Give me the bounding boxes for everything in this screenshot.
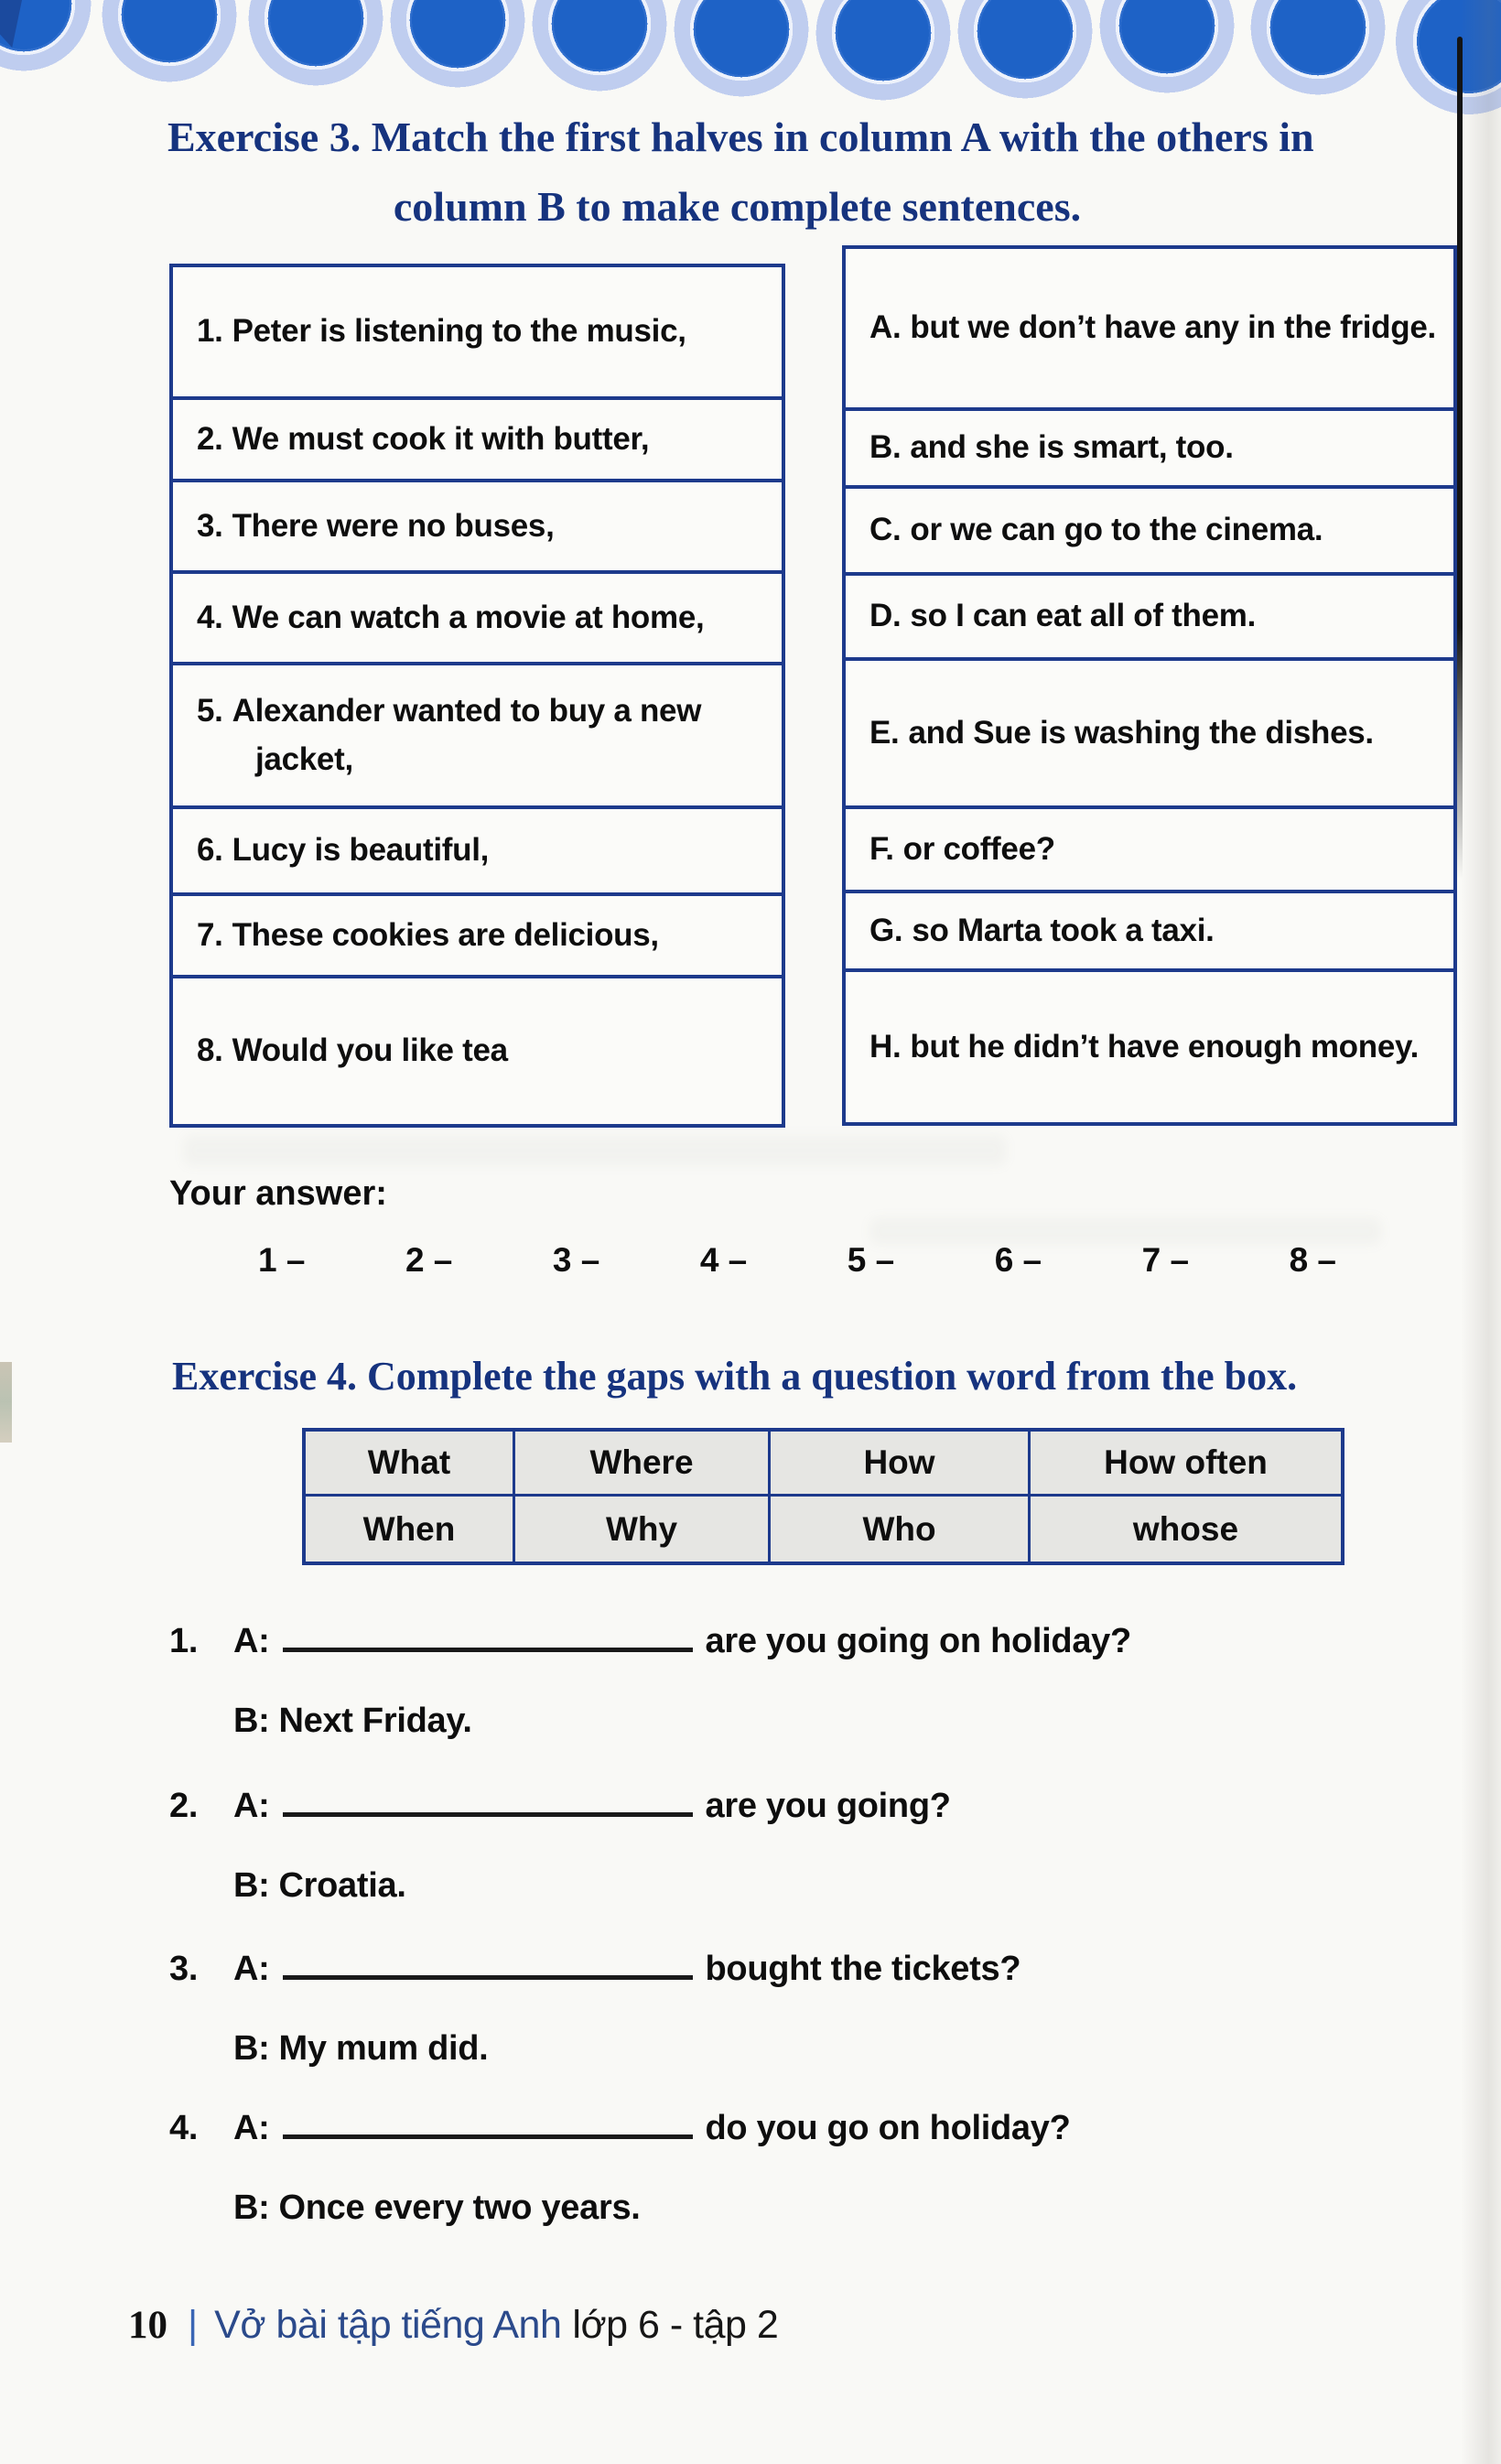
- item-number: 2.: [197, 420, 223, 457]
- answer-text: Croatia.: [278, 1866, 406, 1905]
- item-text: but he didn’t have enough money.: [910, 1028, 1420, 1064]
- book-part: lớp 6 - tập 2: [572, 2303, 779, 2347]
- question-word-box: [302, 1428, 1344, 1565]
- item-text: so I can eat all of them.: [910, 598, 1257, 634]
- exercise3-title-line2: column B to make complete sentences.: [393, 183, 1082, 230]
- column-b-item: [846, 489, 1453, 576]
- column-a-item: [173, 267, 782, 400]
- question-item: [169, 1622, 1359, 1741]
- column-a-item: [173, 400, 782, 482]
- speaker-a-label: A:: [233, 1622, 270, 1660]
- question-item: [169, 1950, 1359, 2069]
- item-text: so Marta took a taxi.: [912, 912, 1215, 948]
- column-a-item: [173, 978, 782, 1124]
- exercise3-title-line1: Exercise 3. Match the first halves in column A with the others in: [167, 113, 1314, 160]
- speaker-b-label: B:: [233, 2029, 270, 2068]
- word-box-cell: Who: [771, 1497, 1031, 1562]
- item-number: 5.: [197, 693, 223, 729]
- question-item: [169, 1787, 1359, 1906]
- column-b-item: [846, 576, 1453, 661]
- item-text: but we don’t have any in the fridge.: [910, 309, 1436, 346]
- page-number: 10: [128, 2304, 167, 2347]
- word-box-cell: How often: [1031, 1432, 1341, 1497]
- answer-blank: [283, 1809, 693, 1817]
- answer-slot: 8 –: [1289, 1241, 1336, 1279]
- ring-icon: [244, 0, 387, 90]
- bleed-through-artifact: [183, 1135, 1007, 1166]
- question-number: 1.: [169, 1622, 199, 1660]
- word-box-cell: whose: [1132, 1509, 1239, 1548]
- answer-slot: 4 –: [699, 1241, 748, 1279]
- exercise4-title: Exercise 4. Complete the gaps with a question word from the box.: [172, 1354, 1298, 1399]
- item-text: We can watch a movie at home,: [232, 599, 705, 635]
- question-number: 2.: [169, 1787, 199, 1825]
- page-footer: [128, 2303, 778, 2348]
- item-text: We must cook it with butter,: [232, 420, 650, 457]
- item-text: Lucy is beautiful,: [232, 832, 490, 869]
- answer-slot: 7 –: [1141, 1241, 1190, 1279]
- item-letter: A.: [869, 309, 902, 346]
- ring-icon: [954, 0, 1096, 103]
- exercise3-title: [167, 103, 1444, 242]
- question-item: [169, 2109, 1359, 2228]
- item-number: 7.: [197, 916, 223, 953]
- book-title: Vở bài tập tiếng Anh: [214, 2303, 562, 2347]
- item-text: and Sue is washing the dishes.: [908, 714, 1374, 751]
- word-box-cell: Why: [515, 1497, 771, 1562]
- column-a-item: [173, 482, 782, 574]
- item-text: and she is smart, too.: [910, 429, 1234, 466]
- item-number: 8.: [197, 1032, 223, 1069]
- answer-slot: 1 –: [258, 1241, 306, 1279]
- answer-blank: [283, 1644, 693, 1652]
- ring-icon: [670, 0, 813, 101]
- item-letter: B.: [869, 429, 902, 466]
- answer-slots: [258, 1241, 1336, 1280]
- question-text: are you going?: [705, 1787, 951, 1825]
- ring-icon: [386, 0, 529, 92]
- item-number: 4.: [197, 599, 223, 635]
- column-b-box: [842, 245, 1457, 1126]
- column-b-item: [846, 972, 1453, 1122]
- answer-slot: 3 –: [552, 1241, 600, 1279]
- question-text: are you going on holiday?: [705, 1622, 1131, 1660]
- item-letter: H.: [869, 1028, 902, 1064]
- answer-blank: [283, 1972, 693, 1980]
- answer-slot: 5 –: [847, 1241, 895, 1279]
- item-letter: E.: [869, 714, 900, 751]
- item-letter: F.: [869, 830, 894, 867]
- item-letter: C.: [869, 512, 902, 548]
- answer-blank: [283, 2131, 693, 2139]
- ring-icon: [812, 0, 955, 104]
- answer-text: My mum did.: [278, 2029, 489, 2068]
- question-number: 3.: [169, 1950, 199, 1988]
- question-number: 4.: [169, 2109, 199, 2147]
- item-text: or coffee?: [902, 830, 1055, 867]
- item-text: or we can go to the cinema.: [910, 512, 1323, 548]
- question-text: bought the tickets?: [705, 1950, 1021, 1988]
- question-text: do you go on holiday?: [705, 2109, 1071, 2147]
- column-b-item: [846, 249, 1453, 411]
- speaker-b-label: B:: [233, 1702, 270, 1740]
- answer-slot: 6 –: [994, 1241, 1042, 1279]
- column-a-item: [173, 809, 782, 896]
- item-text: There were no buses,: [232, 507, 555, 544]
- speaker-b-label: B:: [233, 2188, 270, 2227]
- ring-icon: [528, 0, 671, 95]
- answer-text: Once every two years.: [278, 2188, 641, 2227]
- ring-icon: [1247, 0, 1389, 99]
- item-number: 1.: [197, 313, 223, 350]
- item-number: 3.: [197, 507, 223, 544]
- item-text: Peter is listening to the music,: [232, 313, 686, 350]
- word-box-cell: When: [306, 1497, 515, 1562]
- item-text: Would you like tea: [232, 1032, 508, 1069]
- answer-text: Next Friday.: [278, 1702, 472, 1740]
- column-a-item: [173, 665, 782, 809]
- column-a-item: [173, 574, 782, 665]
- footer-separator: |: [188, 2303, 199, 2347]
- answer-slot: 2 –: [405, 1241, 453, 1279]
- item-number: 6.: [197, 832, 223, 869]
- your-answer-label: Your answer:: [169, 1174, 387, 1213]
- column-a-item: [173, 896, 782, 978]
- item-letter: G.: [869, 912, 903, 948]
- item-text: Alexander wanted to buy a new jacket,: [232, 693, 702, 777]
- word-box-cell: Where: [515, 1432, 771, 1497]
- ring-icon: [98, 0, 241, 86]
- speaker-b-label: B:: [233, 1866, 270, 1905]
- speaker-a-label: A:: [233, 1787, 270, 1825]
- word-box-cell: What: [306, 1432, 515, 1497]
- column-b-item: [846, 809, 1453, 893]
- speaker-a-label: A:: [233, 2109, 270, 2147]
- page-edge-shadow: [1461, 0, 1501, 2464]
- column-a-box: [169, 264, 785, 1128]
- scan-artifact: [0, 1362, 12, 1443]
- item-text: These cookies are delicious,: [232, 916, 659, 953]
- speaker-a-label: A:: [233, 1950, 270, 1988]
- word-box-cell: How: [771, 1432, 1031, 1497]
- item-letter: D.: [869, 598, 902, 634]
- column-b-item: [846, 411, 1453, 489]
- ring-icon: [1096, 0, 1238, 97]
- column-b-item: [846, 661, 1453, 809]
- column-b-item: [846, 893, 1453, 972]
